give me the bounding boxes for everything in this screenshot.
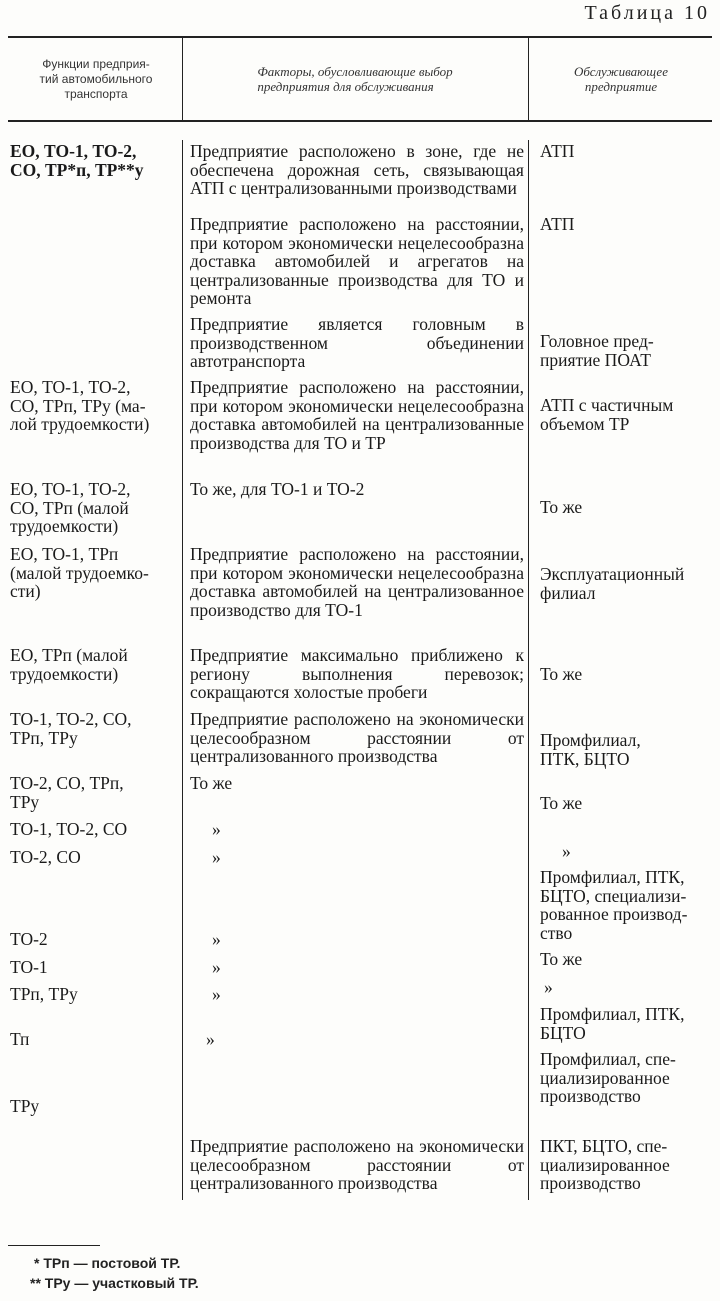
r12-factor: » — [212, 929, 221, 949]
footnote-1: * ТРп — постовой ТР. — [34, 1255, 181, 1271]
table-caption: Таблица 10 — [584, 2, 710, 24]
r14-factor: » — [212, 984, 221, 1004]
r9-service: То же — [540, 793, 583, 813]
r15-factor: » — [206, 1029, 215, 1049]
header-divider-1 — [182, 38, 183, 120]
r11-factor: » — [212, 847, 221, 867]
r16-functions: ТРу — [10, 1096, 40, 1116]
r14-functions: ТРп, ТРу — [10, 984, 78, 1004]
r1-factor: Предприятие расположено в зоне, где не обеспечена дорожная сеть, связывающая АТП с централизованными производствами — [190, 141, 524, 199]
footnote-2: ** ТРу — участковый ТР. — [30, 1275, 199, 1291]
r8-functions: ТО-1, ТО-2, СО, ТРп, ТРу — [10, 709, 132, 748]
r5-factor: То же, для ТО-1 и ТО-2 — [190, 479, 365, 499]
r1-service: АТП — [540, 141, 575, 161]
r4-service: АТП с частичным объемом ТР — [540, 395, 674, 434]
r11-service: Промфилиал, ПТК, БЦТО, специализи- рованное производ- ство — [540, 867, 688, 943]
r10-functions: ТО-1, ТО-2, СО — [10, 819, 128, 839]
column-divider-2 — [528, 140, 529, 1200]
r6-service: Эксплуатационный филиал — [540, 564, 685, 603]
r5-functions: ЕО, ТО-1, ТО-2, СО, ТРп (малой трудоемкости) — [10, 479, 131, 537]
r9-factor: То же — [190, 773, 233, 793]
r12-service: То же — [540, 949, 583, 969]
header-top-rule — [8, 36, 712, 38]
header-factors: Факторы, обусловливающие выбор предприятия для обслуживания — [257, 64, 453, 94]
r12-functions: ТО-2 — [10, 929, 48, 949]
r4-factor: Предприятие расположено на расстоянии, при котором экономически нецелесообразна доставка автомобилей на централизованные производства для ТО и ТР — [190, 377, 524, 453]
header-divider-2 — [528, 38, 529, 120]
r13-factor: » — [212, 957, 221, 977]
r6-factor: Предприятие расположено на расстоянии, при котором экономически нецелесообразна доставка автомобилей на централизованное производство для ТО-1 — [190, 544, 524, 620]
header-service: Обслуживающее предприятие — [574, 64, 668, 94]
r1-functions: ЕО, ТО-1, ТО-2, СО, ТР*п, ТР**у — [10, 141, 144, 180]
header-functions: Функции предприя- тий автомобильного транспорта — [39, 56, 153, 101]
r7-factor: Предприятие максимально приближено к региону выполнения перевозок; сокращаются холостые пробеги — [190, 645, 524, 703]
header-bottom-rule — [8, 120, 712, 122]
r3-factor: Предприятие является головным в производственном объединении автотранспорта — [190, 314, 524, 372]
r7-service: То же — [540, 664, 583, 684]
r10-service: » — [562, 841, 571, 861]
r16-service: ПКТ, БЦТО, спе- циализированное производство — [540, 1136, 670, 1194]
r13-service: » — [544, 977, 553, 997]
r6-functions: ЕО, ТО-1, ТРп (малой трудоемко- сти) — [10, 544, 149, 602]
r15-functions: Тп — [10, 1029, 30, 1049]
footnote-rule — [8, 1245, 100, 1246]
r2-factor: Предприятие расположено на расстоянии, при котором экономически нецелесообразна доставка автомобилей и агрегатов на централизованные производства для ТО и ремонта — [190, 214, 524, 309]
r9-functions: ТО-2, СО, ТРп, ТРу — [10, 773, 124, 812]
r3-service: Головное пред- приятие ПОАТ — [540, 331, 654, 370]
r14-service: Промфилиал, ПТК, БЦТО — [540, 1004, 685, 1043]
column-divider-1 — [182, 140, 183, 1200]
r16-factor: Предприятие расположено на экономически целесообразном расстоянии от централизованного производства — [190, 1136, 524, 1194]
r15-service: Промфилиал, спе- циализированное производство — [540, 1049, 676, 1107]
r7-functions: ЕО, ТРп (малой трудоемкости) — [10, 645, 128, 684]
r10-factor: » — [212, 819, 221, 839]
r2-service: АТП — [540, 214, 575, 234]
r5-service: То же — [540, 497, 583, 517]
r13-functions: ТО-1 — [10, 957, 48, 977]
r4-functions: ЕО, ТО-1, ТО-2, СО, ТРп, ТРу (ма- лой трудоемкости) — [10, 377, 150, 435]
r8-service: Промфилиал, ПТК, БЦТО — [540, 730, 641, 769]
r8-factor: Предприятие расположено на экономически целесообразном расстоянии от централизованного производства — [190, 709, 524, 767]
r11-functions: ТО-2, СО — [10, 847, 81, 867]
